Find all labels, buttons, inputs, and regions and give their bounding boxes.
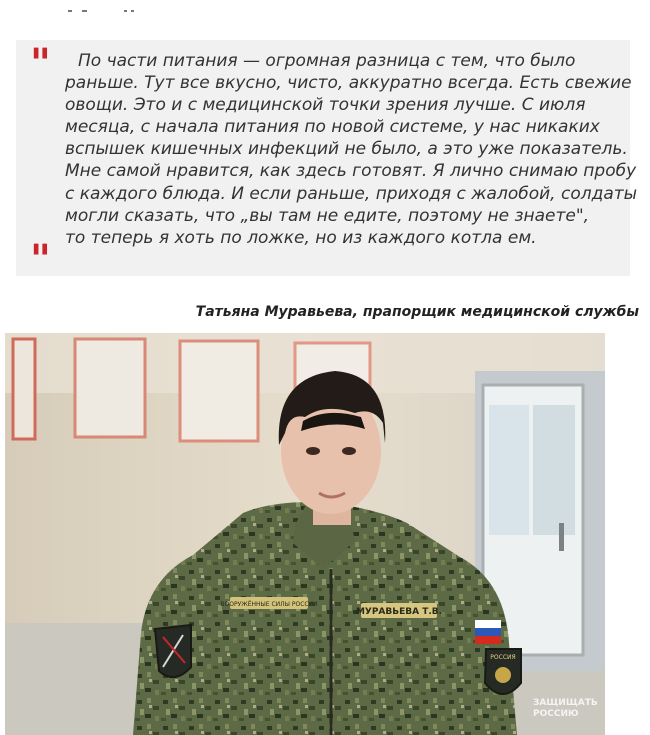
close-quote-mark: ": [30, 236, 51, 283]
quote-line: могли сказать, что „вы там не едите, поэтому не знаете",: [65, 205, 590, 226]
watermark-line-1: ЗАЩИЩАТЬ: [533, 698, 598, 708]
sleeve-text: РОССИЯ: [490, 654, 516, 661]
open-quote-mark: ": [30, 40, 51, 87]
quote-line: раньше. Тут все вкусно, чисто, аккуратно всегда. Есть свежие: [65, 73, 632, 94]
quote-line: По части питания — огромная разница с тем, что было: [78, 51, 576, 71]
quote-line: то теперь я хоть по ложке, но из каждого котла ем.: [65, 227, 537, 248]
watermark-line-2: РОССИЮ: [533, 709, 579, 719]
top-decoration: [68, 8, 148, 14]
name-tag-text: МУРАВЬЕВА Т.В.: [355, 607, 443, 617]
quote-line: вспышек кишечных инфекций не было, а это уже показатель.: [65, 139, 628, 160]
chest-tag-text: ВООРУЖЁННЫЕ СИЛЫ РОССИИ: [220, 601, 318, 608]
quote-line: овощи. Это и с медицинской точки зрения лучше. С июля: [65, 95, 586, 116]
quote-text: [65, 50, 638, 249]
quote-author: Татьяна Муравьева, прапорщик медицинской службы: [195, 304, 639, 320]
quote-line: Мне самой нравится, как здесь готовят. Я лично снимаю пробу: [65, 161, 637, 182]
quote-line: месяца, с начала питания по новой системе, у нас никаких: [65, 117, 600, 138]
quote-line: с каждого блюда. И если раньше, приходя с жалобой, солдаты: [65, 183, 638, 204]
portrait-image: [5, 333, 605, 735]
quote-block: [16, 40, 638, 283]
portrait-photo: [5, 333, 605, 735]
